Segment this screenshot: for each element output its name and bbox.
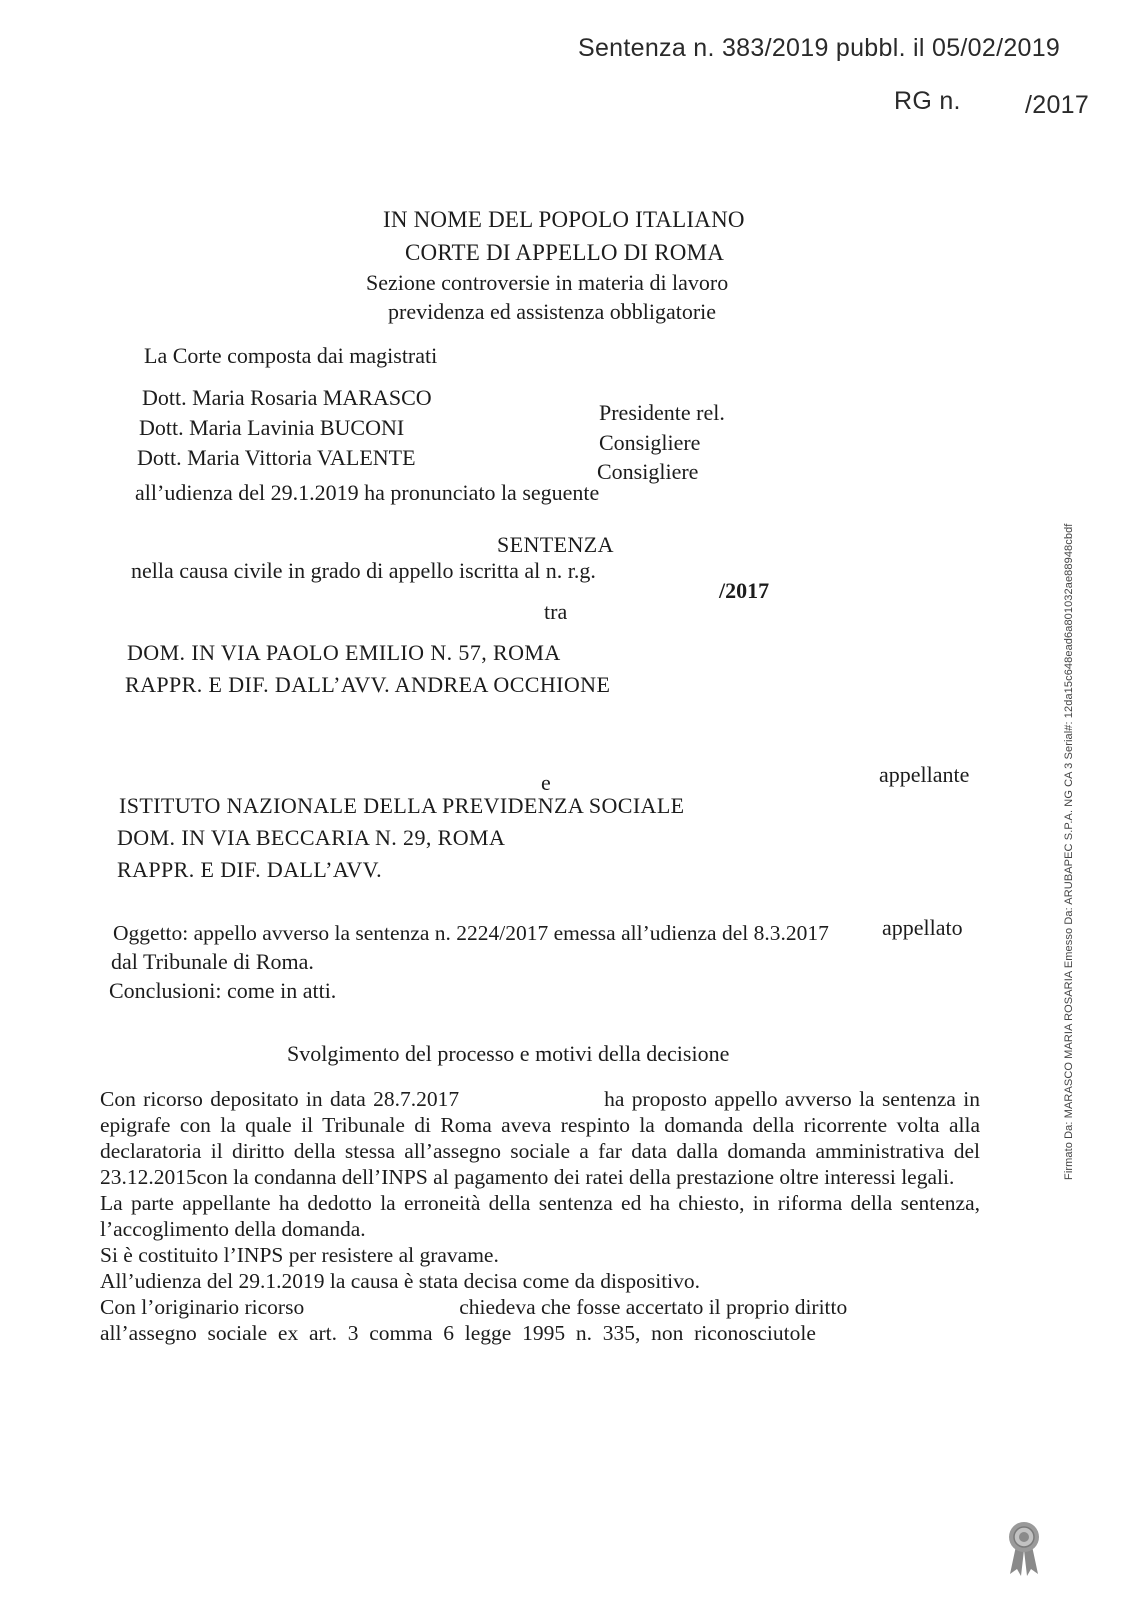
paragraph-2: La parte appellante ha dedotto la erroneità della sentenza ed ha chiesto, in riforma della sentenza, l’accoglimento della domanda. xyxy=(100,1191,980,1241)
judge-name-2: Dott. Maria Lavinia BUCONI xyxy=(139,415,405,440)
appellant-address: DOM. IN VIA PAOLO EMILIO N. 57, ROMA xyxy=(127,640,561,665)
paragraph-3: Si è costituito l’INPS per resistere al gravame. xyxy=(100,1243,499,1267)
body-text xyxy=(100,1086,980,1346)
appellee-lawyer: RAPPR. E DIF. DALL’AVV. xyxy=(117,857,382,882)
paragraph-5-end: all’assegno sociale ex art. 3 comma 6 legge 1995 n. 335, non riconosciutole xyxy=(100,1321,816,1345)
conjunction-e: e xyxy=(541,770,551,795)
digital-signature-stamp: Firmato Da: MARASCO MARIA ROSARIA Emesso Da: ARUBAPEC S.P.A. NG CA 3 Serial#: 12da15c648ead6a801032ae88948cbdf xyxy=(1063,523,1075,1180)
sentenza-title: SENTENZA xyxy=(497,532,614,557)
judge-role-2: Consigliere xyxy=(599,430,701,455)
section-title: Svolgimento del processo e motivi della decisione xyxy=(287,1041,730,1066)
rg-label: RG n. xyxy=(894,87,961,115)
heading-sezione: Sezione controversie in materia di lavoro xyxy=(366,270,729,295)
judge-role-1: Presidente rel. xyxy=(599,400,725,425)
judge-role-3: Consigliere xyxy=(597,459,699,484)
tra-word: tra xyxy=(544,599,568,624)
causa-rg-number: /2017 xyxy=(719,578,770,603)
p5-start: Con l’originario ricorso xyxy=(100,1295,305,1319)
conclusioni: Conclusioni: come in atti. xyxy=(109,978,337,1003)
p1-rest: sentenza in epigrafe con la quale il Tribunale di Roma aveva respinto la domanda della ricorrente volta alla declaratoria il diritto della stessa all’assegno sociale a far data dalla domanda amministrativa del 23.12.2015con la condanna dell’INPS al pagamento dei ratei della prestazione oltre interessi legali. xyxy=(100,1087,980,1189)
paragraph-5 xyxy=(100,1294,980,1320)
appellant-label: appellante xyxy=(879,762,970,787)
heading-popolo: IN NOME DEL POPOLO ITALIANO xyxy=(383,207,745,232)
paragraph-1 xyxy=(100,1086,980,1190)
causa-line: nella causa civile in grado di appello iscritta al n. r.g. xyxy=(131,558,596,583)
court-intro: La Corte composta dai magistrati xyxy=(144,343,438,368)
appellee-name: ISTITUTO NAZIONALE DELLA PREVIDENZA SOCIALE xyxy=(119,793,685,818)
paragraph-4: All’udienza del 29.1.2019 la causa è stata decisa come da dispositivo. xyxy=(100,1269,701,1293)
rosette-seal-icon xyxy=(1004,1520,1044,1578)
p5-cont: chiedeva che fosse accertato il proprio diritto xyxy=(459,1295,848,1319)
sentenza-header: Sentenza n. 383/2019 pubbl. il 05/02/2019 xyxy=(578,34,1061,62)
appellee-address: DOM. IN VIA BECCARIA N. 29, ROMA xyxy=(117,825,506,850)
rg-number: /2017 xyxy=(1025,91,1090,119)
oggetto-tribunale: dal Tribunale di Roma. xyxy=(111,949,314,974)
p1-cont: ha proposto appello avverso la xyxy=(604,1087,875,1111)
judge-name-3: Dott. Maria Vittoria VALENTE xyxy=(137,445,416,470)
p1-start: Con ricorso depositato in data 28.7.2017 xyxy=(100,1087,460,1111)
heading-previdenza: previdenza ed assistenza obbligatorie xyxy=(388,299,717,324)
oggetto-line: Oggetto: appello avverso la sentenza n. 2224/2017 emessa all’udienza del 8.3.2017 xyxy=(113,921,829,945)
appellee-label: appellato xyxy=(882,915,963,940)
appellant-lawyer: RAPPR. E DIF. DALL’AVV. ANDREA OCCHIONE xyxy=(125,672,611,697)
hearing-line: all’udienza del 29.1.2019 ha pronunciato la seguente xyxy=(135,480,600,505)
judge-name-1: Dott. Maria Rosaria MARASCO xyxy=(142,385,432,410)
heading-corte: CORTE DI APPELLO DI ROMA xyxy=(405,240,725,265)
